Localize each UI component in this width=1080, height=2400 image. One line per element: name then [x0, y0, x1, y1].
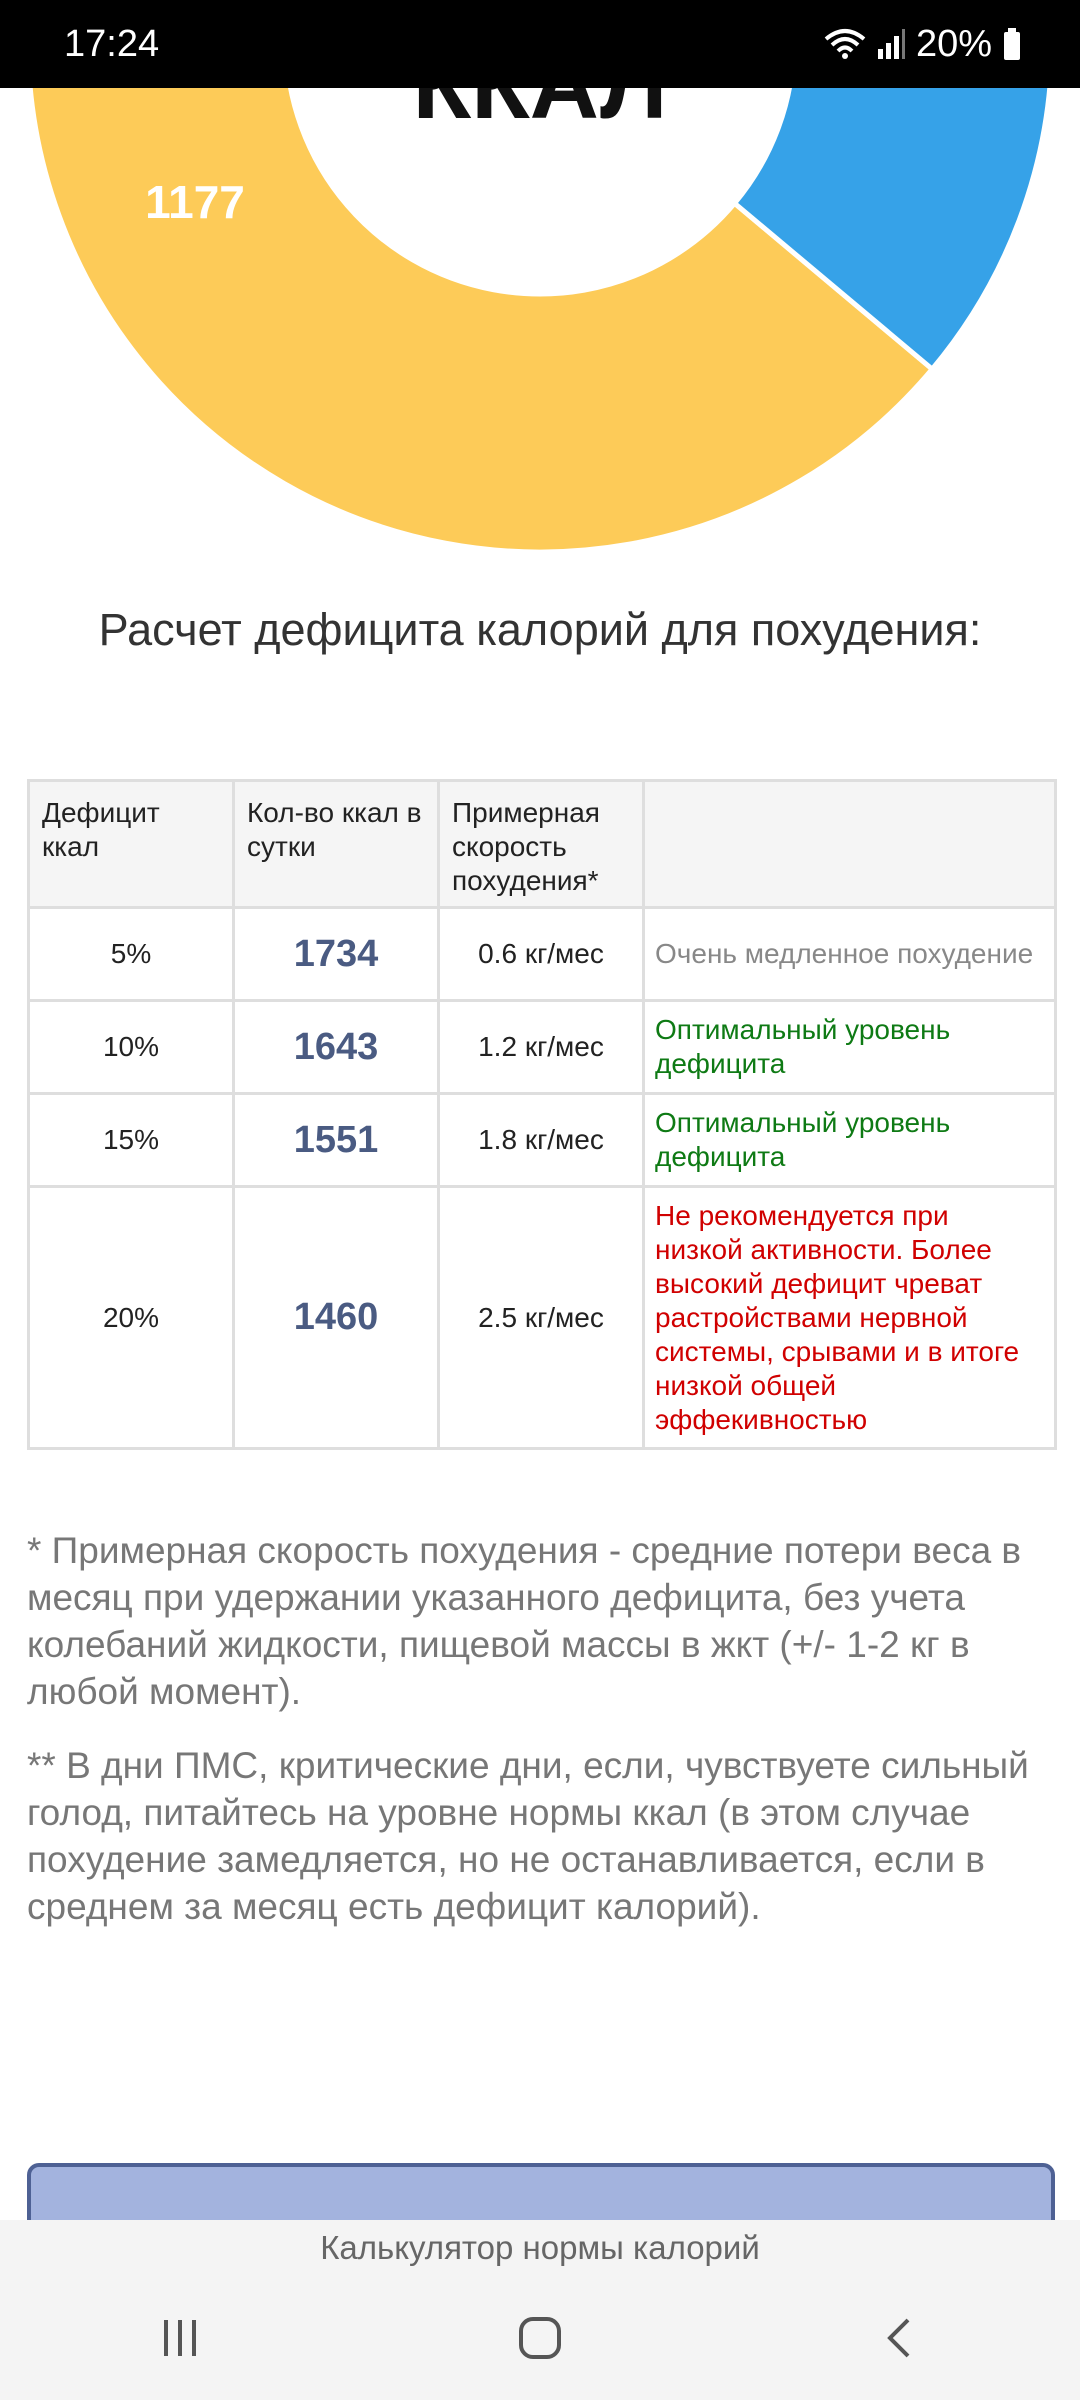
note-cell: Оптимальный уровень дефицита [644, 1094, 1056, 1187]
wifi-icon [824, 27, 866, 61]
signal-icon [876, 27, 906, 61]
table-row [29, 1001, 1056, 1094]
kcal-cell: 1551 [234, 1094, 439, 1187]
header-note [644, 781, 1056, 908]
header-kcal: Кол-во ккал в сутки [234, 781, 439, 908]
table-row [29, 1187, 1056, 1449]
speed-cell: 0.6 кг/мес [439, 908, 644, 1001]
deficit-table [27, 779, 1054, 1450]
speed-cell: 2.5 кг/мес [439, 1187, 644, 1449]
header-deficit: Дефицит ккал [29, 781, 234, 908]
deficit-cell: 10% [29, 1001, 234, 1094]
home-button[interactable] [470, 2298, 610, 2378]
kcal-cell: 1460 [234, 1187, 439, 1449]
recent-apps-button[interactable] [110, 2298, 250, 2378]
back-icon [878, 2316, 922, 2360]
note-cell: Очень медленное похудение [644, 908, 1056, 1001]
footnote-speed: * Примерная скорость похудения - средние потери веса в месяц при удержании указанного дефицита, без учета колебаний жидкости, пищевой массы в жкт (+/- 1-2 кг в любой момент). [27, 1530, 1022, 1712]
speed-cell: 1.2 кг/мес [439, 1001, 644, 1094]
status-bar [0, 0, 1080, 88]
kcal-cell: 1643 [234, 1001, 439, 1094]
deficit-cell: 20% [29, 1187, 234, 1449]
table-row [29, 1094, 1056, 1187]
app-title: Калькулятор нормы калорий [0, 2220, 1080, 2276]
home-icon [518, 2316, 562, 2360]
status-time: 17:24 [64, 22, 160, 65]
kcal-cell: 1734 [234, 908, 439, 1001]
footnote-pms: ** В дни ПМС, критические дни, если, чувствуете сильный голод, питайтесь на уровне нормы ккал (в этом случае похудение замедляется, но не останавливается, если в среднем за месяц есть дефицит калорий). [27, 1745, 1029, 1927]
table-header-row [29, 781, 1056, 908]
note-cell: Не рекомендуется при низкой активности. Более высокий дефицит чреват растройствами нервной системы, срывами и в итоге низкой общей эффекивностью [644, 1187, 1056, 1449]
battery-percent: 20% [915, 22, 992, 65]
table-row [29, 908, 1056, 1001]
header-speed: Примерная скорость похудения* [439, 781, 644, 908]
deficit-cell: 5% [29, 908, 234, 1001]
recent-apps-icon [158, 2316, 202, 2360]
back-button[interactable] [830, 2298, 970, 2378]
battery-icon [1002, 27, 1022, 61]
deficit-cell: 15% [29, 1094, 234, 1187]
status-icons [824, 23, 1022, 66]
donut-slice-label: 1177 [145, 176, 245, 228]
system-nav-bar [0, 2276, 1080, 2400]
speed-cell: 1.8 кг/мес [439, 1094, 644, 1187]
note-cell: Оптимальный уровень дефицита [644, 1001, 1056, 1094]
deficit-section-title: Расчет дефицита калорий для похудения: [98, 604, 982, 655]
